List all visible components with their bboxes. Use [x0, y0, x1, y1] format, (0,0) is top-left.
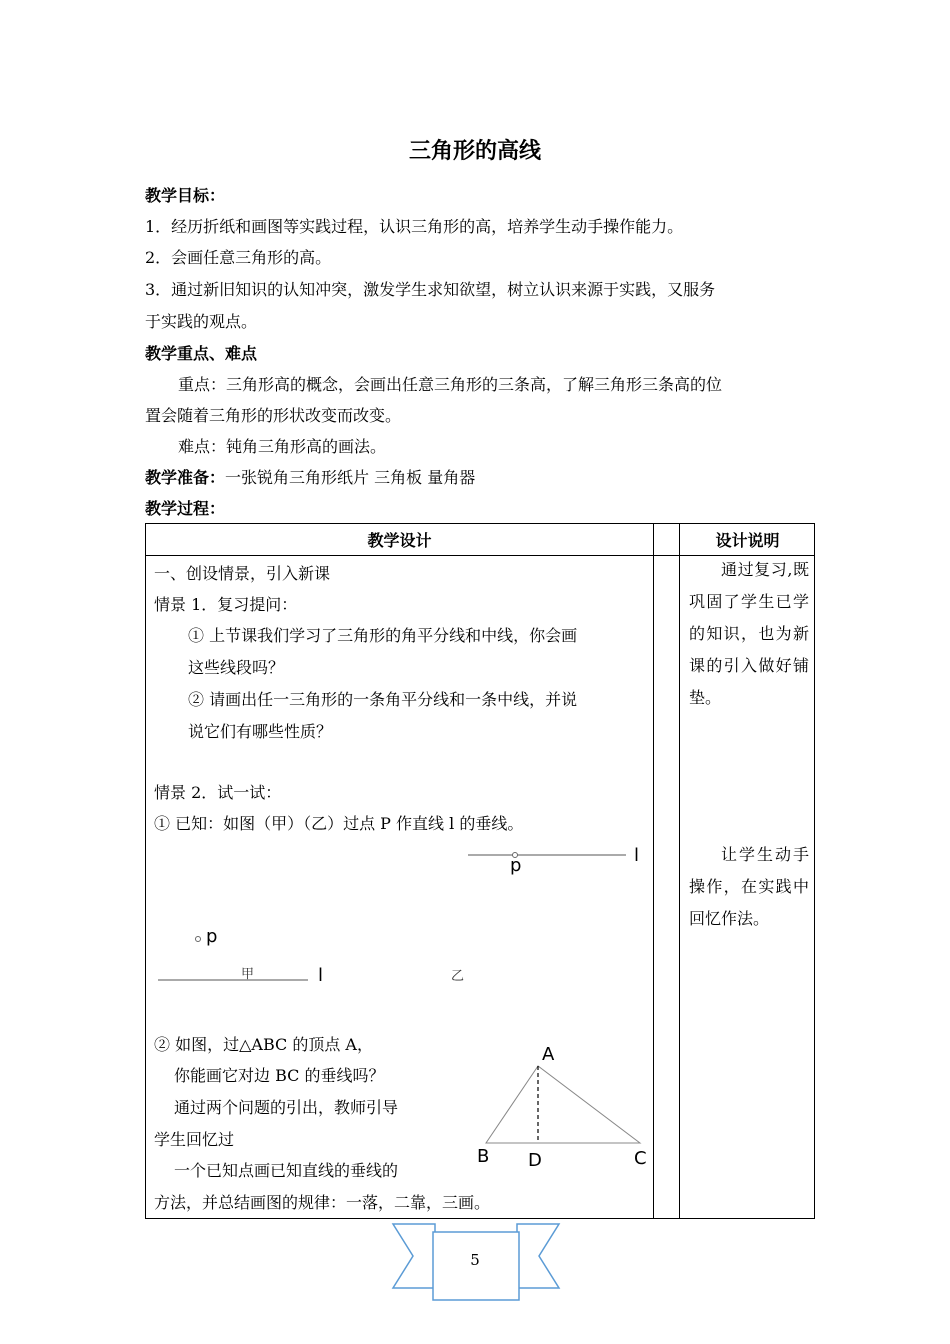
objective-2: 2．会画任意三角形的高。 [145, 248, 332, 267]
focus-text-b: 置会随着三角形的形状改变而改变。 [145, 406, 402, 425]
objective-3a: 3．通过新旧知识的认知冲突，激发学生求知欲望，树立认识来源于实践，又服务 [145, 280, 716, 299]
caption-yi: 乙 [451, 969, 465, 984]
design-line: 说它们有哪些性质？ [188, 722, 333, 741]
process-heading: 教学过程： [145, 499, 226, 518]
note-review: 通过复习,既巩固了学生已学的知识，也为新课的引入做好铺垫。 [689, 560, 809, 707]
note-practice: 让学生动手操作，在实践中回忆作法。 [689, 845, 809, 928]
objective-3b: 于实践的观点。 [145, 312, 258, 331]
design-line: 一个已知点画已知直线的垂线的 [174, 1161, 399, 1180]
design-line: 学生回忆过 [154, 1130, 235, 1149]
design-line: ② 如图，过△ABC 的顶点 A， [154, 1035, 373, 1054]
label-p-yi: p [510, 855, 522, 876]
design-line: ② 请画出任一三角形的一条角平分线和一条中线，并说 [188, 690, 578, 709]
triangle-abc-figure [476, 1054, 651, 1154]
objective-1: 1．经历折纸和画图等实践过程，认识三角形的高，培养学生动手操作能力。 [145, 217, 684, 236]
objectives-heading: 教学目标： [145, 186, 226, 205]
label-l-yi: l [634, 845, 640, 866]
key-points-heading: 教学重点、难点 [145, 344, 258, 363]
label-vertex-c: C [634, 1148, 647, 1169]
caption-jia: 甲 [241, 967, 255, 982]
focus-text-a: 重点：三角形高的概念，会画出任意三角形的三条高，了解三角形三条高的位 [178, 375, 723, 394]
design-line: 这些线段吗？ [188, 658, 285, 677]
header-notes: 设计说明 [715, 531, 780, 550]
label-vertex-a: A [542, 1044, 555, 1065]
design-line: 你能画它对边 BC 的垂线吗？ [174, 1066, 385, 1085]
label-l-jia: l [318, 965, 324, 986]
triangle-abc [486, 1066, 640, 1143]
page-title: 三角形的高线 [408, 138, 541, 164]
preparation-heading: 教学准备： [145, 468, 226, 487]
difficulty-text: 难点：钝角三角形高的画法。 [178, 437, 387, 456]
label-vertex-b: B [477, 1146, 490, 1167]
design-line: 方法，并总结画图的规律：一落，二靠，三画。 [154, 1193, 491, 1212]
point-p-jia [196, 937, 201, 942]
table-column-divider [679, 524, 680, 1218]
design-line: 一、创设情景，引入新课 [154, 564, 331, 583]
design-line: ① 上节课我们学习了三角形的角平分线和中线，你会画 [188, 626, 578, 645]
design-line: 情景 1．复习提问： [154, 595, 298, 614]
page-number: 5 [470, 1251, 480, 1269]
preparation-text: 一张锐角三角形纸片 三角板 量角器 [225, 468, 476, 487]
table-column-divider [653, 524, 654, 1218]
lesson-table [145, 523, 815, 1219]
label-p-jia: p [206, 926, 218, 947]
preparation-line [145, 465, 475, 488]
design-line: ① 已知：如图（甲）（乙）过点 P 作直线 l 的垂线。 [154, 814, 524, 833]
perpendicular-figures [146, 834, 651, 1004]
header-design: 教学设计 [367, 531, 432, 550]
label-foot-d: D [528, 1150, 542, 1171]
design-line: 通过两个问题的引出，教师引导 [174, 1098, 399, 1117]
design-line: 情景 2．试一试： [154, 783, 282, 802]
